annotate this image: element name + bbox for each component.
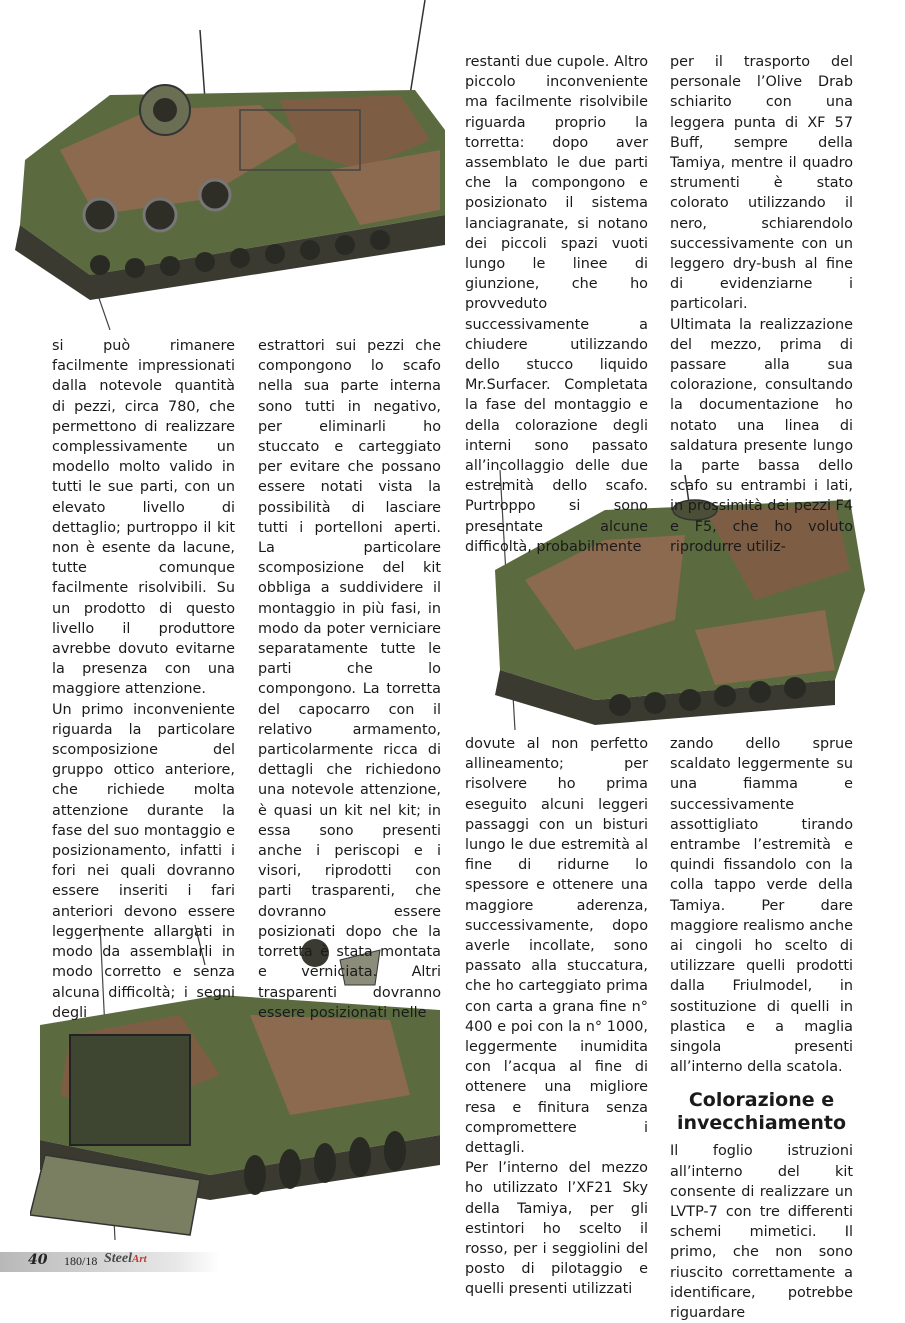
paragraph: Un primo inconveniente riguarda la particolare scomposizione del gruppo ottico anteriore, che richiede molta attenzione durante la fase del suo montaggio e posizionamento, infatti i fori nei quali dovranno essere inseriti i fari anteriori devono essere leggermente allargati in modo da assemblarli in modo corretto e senza alcuna difficoltà; i segni degli — [52, 701, 235, 1021]
paragraph: dovute al non perfetto allineamento; per risolvere ho prima eseguito alcuni leggeri passaggi con un bisturi lungo le due estremità al fine di ridurne lo spessore e ottenere una maggiore aderenza, successivamente, dopo averle incollate, sono passato alla stuccatura, che ho carteggiato prima con carta a grana fine n° 400 e poi con la n° 1000, leggermente inumidita con l’acqua al fine di ottenere una migliore resa e finitura senza compromettere i dettagli. — [465, 736, 648, 1157]
magazine-logo-part-1: Steel — [104, 1251, 132, 1266]
magazine-logo — [104, 1251, 147, 1267]
paragraph: estrattori sui pezzi che compongono lo scafo nella sua parte interna sono tutti in negativo, per eliminarli ho stuccato e carteggiato per evitare che possano essere notati vista la possibilità di lasciare tutti i portelloni aperti. La particolare scomposizione del kit obbliga a suddividere il montaggio in più fasi, in modo da poter verniciare separatamente tutte le parti che lo compongono. La torretta del capocarro con il relativo armamento, particolarmente ricca di dettagli che richiedono una notevole attenzione, è quasi un kit nel kit; in essa sono presenti anche i periscopi e i visori, riprodotti con parti trasparenti, che dovranno essere posizionati dopo che la torretta è stata montata e verniciata. Altri trasparenti dovranno essere posizionati nelle — [258, 338, 441, 1021]
text-column-1 — [52, 336, 235, 1023]
paragraph: per il trasporto del personale l’Olive Drab schiarito con una leggera punta di XF 57 Buff, sempre della Tamiya, mentre il quadro strumenti è stato colorato utilizzando il nero, schiarendolo successivamente con un leggero dry-bush al fine di evidenziarne i particolari. — [670, 54, 853, 313]
text-column-2 — [258, 336, 441, 1023]
paragraph: Il foglio istruzioni all’interno del kit consente di realizzare un LVTP-7 con tre differenti schemi mimetici. Il primo, che non sono riuscito correttamente a identificare, potrebbe riguardare — [670, 1143, 853, 1322]
paragraph: Ultimata la realizzazione del mezzo, prima di passare alla sua colorazione, consultando la documentazione ho notato una linea di saldatura presente lungo la parte bassa dello scafo su entrambi i lati, in prossimità dei pezzi F4 e F5, che ho voluto riprodurre utiliz- — [670, 316, 853, 555]
magazine-logo-part-2: Art — [132, 1253, 147, 1265]
page-number: 40 — [28, 1252, 48, 1268]
text-column-4-bottom — [670, 734, 853, 1323]
page-footer — [0, 1244, 905, 1280]
text-column-3-bottom — [465, 734, 648, 1300]
paragraph: Per l’interno del mezzo ho utilizzato l’XF21 Sky della Tamiya, per gli estintori ho scelto il rosso, per i seggiolini del posto di pilotaggio e quelli presenti utilizzati — [465, 1160, 648, 1298]
paragraph: zando dello sprue scaldato leggermente su una fiamma e successivamente assottigliato tirando entrambe l’estremità e quindi fissandolo con la colla tappo verde della Tamiya. Per dare maggiore realismo anche ai cingoli ho scelto di utilizzare quelli prodotti dalla Friulmodel, in sostituzione di quelli in plastica e a maglia singola presenti all’interno della scatola. — [670, 736, 853, 1076]
paragraph: restanti due cupole. Altro piccolo inconveniente ma facilmente risolvibile riguarda proprio la torretta: dopo aver assemblato le due parti che la compongono e posizionato il sistema lanciagranate, si notano dei piccoli spazi vuoti lungo le linee di giunzione, che ho provveduto successivamente a chiudere utilizzando dello stucco liquido Mr.Surfacer. Completata la fase del montaggio e della colorazione degli interni sono passato all’incollaggio delle due estremità dello scafo. Purtroppo si sono presentate alcune difficoltà, probabilmente — [465, 54, 648, 555]
text-column-3-top — [465, 52, 648, 557]
text-column-4-top — [670, 52, 853, 557]
paragraph: si può rimanere facilmente impressionati dalla notevole quantità di pezzi, circa 780, che permettono di realizzare complessivamente un modello molto valido in tutti le sue parti, con un elevato livello di dettaglio; purtroppo il kit non è esente da lacune, tutte comunque facilmente risolvibili. Su un prodotto di questo livello il produttore avrebbe dovuto evitarne la presenza con una maggiore attenzione. — [52, 338, 235, 698]
vehicle-photo-top — [0, 0, 455, 330]
section-heading: Colorazione e invecchiamento — [676, 1089, 847, 1135]
issue-number: 180/18 — [64, 1254, 98, 1268]
